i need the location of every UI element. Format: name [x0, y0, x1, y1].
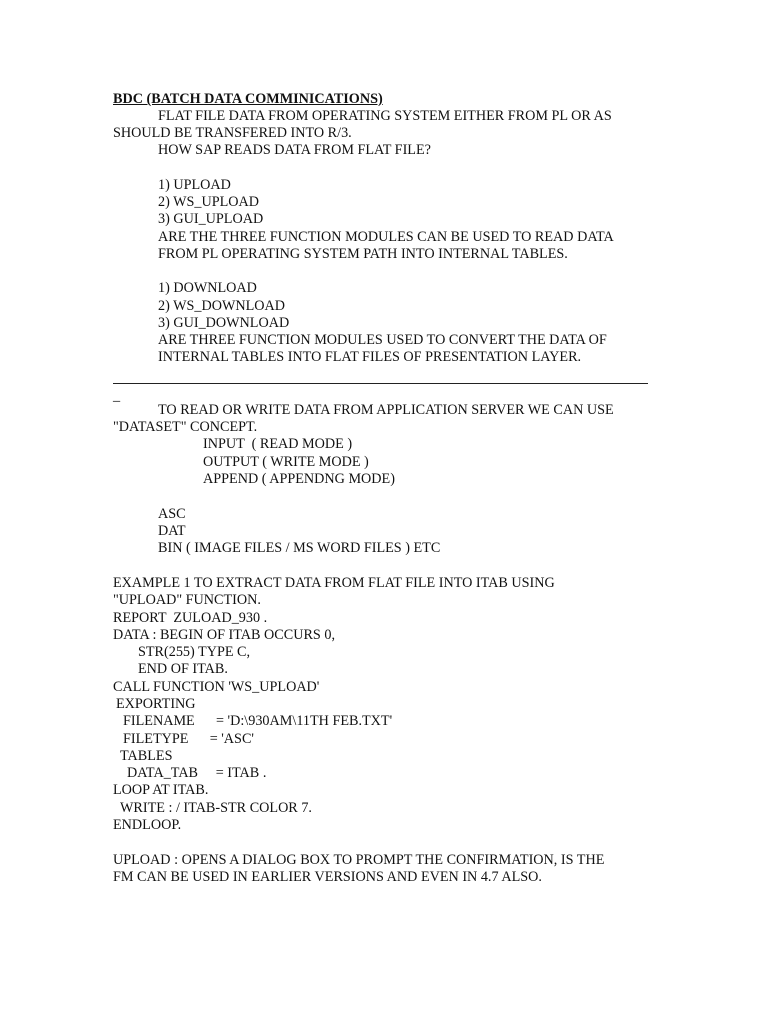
- intro-line: FLAT FILE DATA FROM OPERATING SYSTEM EITHER FROM PL OR AS: [158, 108, 612, 124]
- code-line: WRITE : / ITAB-STR COLOR 7.: [120, 800, 312, 816]
- code-line: DATA_TAB = ITAB .: [127, 765, 267, 781]
- document-title: BDC (BATCH DATA COMMINICATIONS): [113, 91, 383, 107]
- code-line: END OF ITAB.: [138, 661, 228, 677]
- paragraph-line: EXAMPLE 1 TO EXTRACT DATA FROM FLAT FILE INTO ITAB USING: [113, 575, 555, 591]
- paragraph-line: TO READ OR WRITE DATA FROM APPLICATION SERVER WE CAN USE: [158, 402, 614, 418]
- list-item: DAT: [158, 523, 186, 539]
- list-item: 1) DOWNLOAD: [158, 280, 257, 296]
- list-item: ASC: [158, 506, 186, 522]
- intro-question: HOW SAP READS DATA FROM FLAT FILE?: [158, 142, 431, 158]
- code-line: FILETYPE = 'ASC': [123, 731, 254, 747]
- horizontal-rule: [113, 383, 648, 384]
- code-line: LOOP AT ITAB.: [113, 782, 209, 798]
- code-line: REPORT ZULOAD_930 .: [113, 610, 268, 626]
- code-line: STR(255) TYPE C,: [138, 644, 251, 660]
- list-item: 2) WS_DOWNLOAD: [158, 298, 286, 314]
- paragraph-line: "DATASET" CONCEPT.: [113, 419, 258, 435]
- intro-line: SHOULD BE TRANSFERED INTO R/3.: [113, 125, 352, 141]
- code-line: ENDLOOP.: [113, 817, 182, 833]
- list-item: BIN ( IMAGE FILES / MS WORD FILES ) ETC: [158, 540, 441, 556]
- list-item: 2) WS_UPLOAD: [158, 194, 260, 210]
- paragraph-line: FROM PL OPERATING SYSTEM PATH INTO INTERNAL TABLES.: [158, 246, 568, 262]
- paragraph-line: "UPLOAD" FUNCTION.: [113, 592, 261, 608]
- code-line: FILENAME = 'D:\930AM\11TH FEB.TXT': [123, 713, 393, 729]
- list-item: 3) GUI_DOWNLOAD: [158, 315, 290, 331]
- paragraph-line: INTERNAL TABLES INTO FLAT FILES OF PRESENTATION LAYER.: [158, 349, 582, 365]
- rule-tail: _: [113, 388, 121, 404]
- list-item: APPEND ( APPENDNG MODE): [203, 471, 395, 487]
- paragraph-line: ARE THE THREE FUNCTION MODULES CAN BE USED TO READ DATA: [158, 229, 614, 245]
- code-line: CALL FUNCTION 'WS_UPLOAD': [113, 679, 320, 695]
- list-item: OUTPUT ( WRITE MODE ): [203, 454, 369, 470]
- list-item: 1) UPLOAD: [158, 177, 231, 193]
- list-item: 3) GUI_UPLOAD: [158, 211, 264, 227]
- code-line: DATA : BEGIN OF ITAB OCCURS 0,: [113, 627, 335, 643]
- paragraph-line: FM CAN BE USED IN EARLIER VERSIONS AND EVEN IN 4.7 ALSO.: [113, 869, 542, 885]
- list-item: INPUT ( READ MODE ): [203, 436, 353, 452]
- code-line: TABLES: [120, 748, 173, 764]
- paragraph-line: UPLOAD : OPENS A DIALOG BOX TO PROMPT THE CONFIRMATION, IS THE: [113, 852, 605, 868]
- code-line: EXPORTING: [116, 696, 196, 712]
- paragraph-line: ARE THREE FUNCTION MODULES USED TO CONVERT THE DATA OF: [158, 332, 607, 348]
